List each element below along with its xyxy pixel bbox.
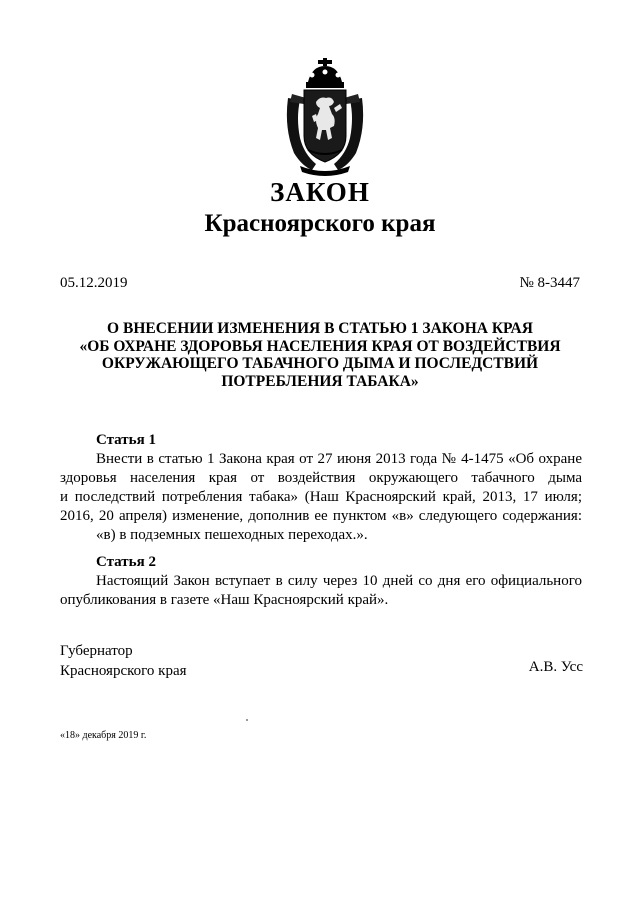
signing-date: «18» декабря 2019 г. <box>60 730 147 741</box>
article-2-line: опубликования в газете «Наш Красноярский край». <box>60 592 389 608</box>
article-1-line: здоровья населения края от воздействия окружающего табачного дыма <box>60 470 582 486</box>
document-date: 05.12.2019 <box>60 275 128 291</box>
scan-speck <box>246 719 248 721</box>
document-type: ЗАКОН <box>270 177 370 207</box>
article-1-body <box>60 450 582 545</box>
article-1-heading: Статья 1 <box>96 432 156 448</box>
law-title-line: «ОБ ОХРАНЕ ЗДОРОВЬЯ НАСЕЛЕНИЯ КРАЯ ОТ ВОЗДЕЙСТВИЯ <box>79 337 561 355</box>
article-2-heading: Статья 2 <box>96 554 156 570</box>
law-title <box>60 320 580 390</box>
article-2-line: Настоящий Закон вступает в силу через 10 дней со дня его официального <box>96 573 582 589</box>
article-2-body <box>60 572 582 610</box>
law-title-line: О ВНЕСЕНИИ ИЗМЕНЕНИЯ В СТАТЬЮ 1 ЗАКОНА КРАЯ <box>107 320 533 337</box>
article-1-line: Внести в статью 1 Закона края от 27 июня 2013 года № 4-1475 «Об охране <box>96 451 582 467</box>
krasnoyarsk-coat-of-arms-icon <box>282 58 368 176</box>
document-number: № 8-3447 <box>519 275 580 291</box>
signatory-position-line: Красноярского края <box>60 663 187 679</box>
signatory-name: А.В. Усс <box>528 659 583 675</box>
article-1-line: «в) в подземных пешеходных переходах.». <box>96 527 368 543</box>
law-title-line: ПОТРЕБЛЕНИЯ ТАБАКА» <box>221 372 419 390</box>
article-1-line: 2016, 20 апреля) изменение, дополнив ее пунктом «в» следующего содержания: <box>60 508 582 524</box>
article-1-line: и последствий потребления табака» (Наш Красноярский край, 2013, 17 июля; <box>60 489 582 505</box>
law-title-line: ОКРУЖАЮЩЕГО ТАБАЧНОГО ДЫМА И ПОСЛЕДСТВИЙ <box>101 355 539 372</box>
signatory-position <box>60 641 187 681</box>
document-region: Красноярского края <box>204 210 436 237</box>
signatory-position-line: Губернатор <box>60 643 133 659</box>
